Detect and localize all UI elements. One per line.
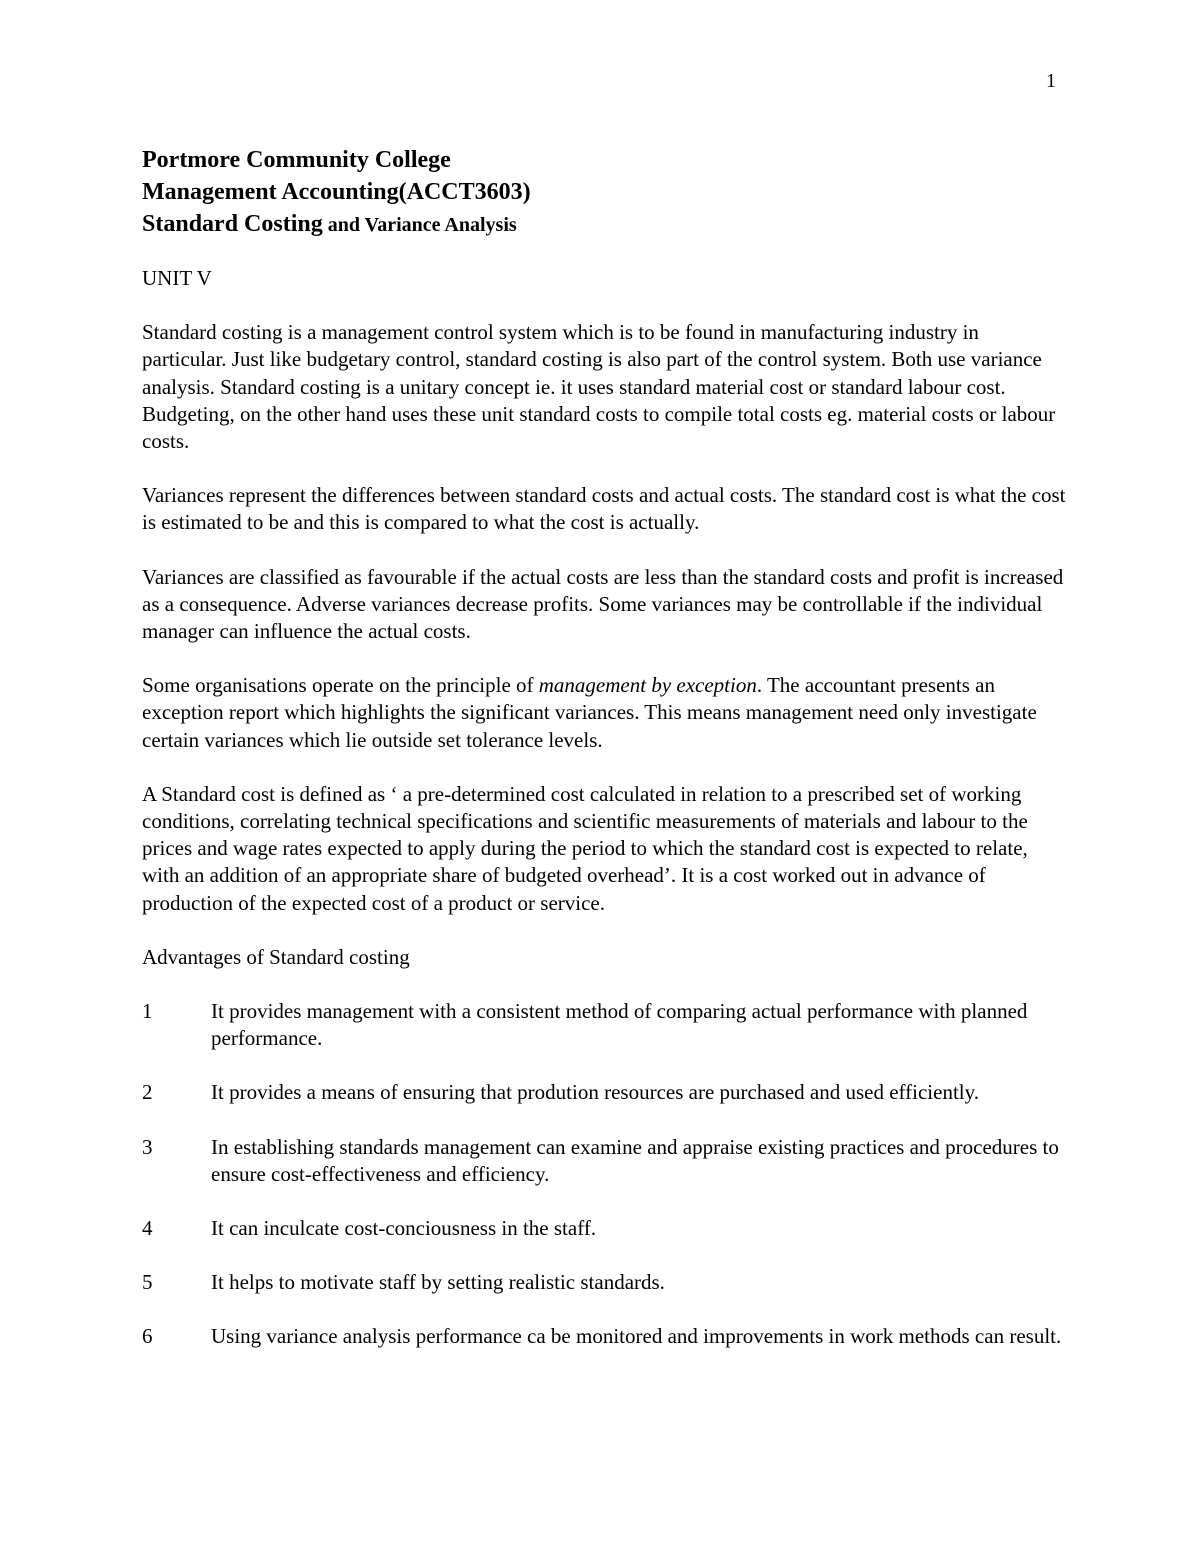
paragraph-variances-classification: Variances are classified as favourable if the actual costs are less than the standard costs and profit is increased as a consequence. Adverse variances decrease profits. Some variances may be controllable if the individual manager can influence the actual costs. — [142, 564, 1064, 644]
list-item — [142, 1215, 1067, 1242]
topic-title — [142, 208, 1082, 241]
list-item-text: It can inculcate cost-conciousness in the staff. — [211, 1216, 597, 1241]
paragraph-mbe-italic: management by exception — [538, 673, 757, 698]
paragraph-intro: Standard costing is a management control system which is to be found in manufacturing industry in particular. Just like budgetary control, standard costing is also part of the control system. Both use variance analysis. Standard costing is a unitary concept ie. it uses standard material cost or standard labour cost. Budgeting, on the other hand uses these unit standard costs to compile total costs eg. material costs or labour costs. — [142, 320, 1056, 454]
list-item — [142, 1323, 1067, 1350]
list-item-text: It provides a means of ensuring that prodution resources are purchased and used efficiently. — [211, 1080, 979, 1105]
course-title: Management Accounting(ACCT3603) — [142, 179, 531, 205]
list-item-number: 4 — [142, 1216, 153, 1241]
list-item-text: It helps to motivate staff by setting realistic standards. — [211, 1270, 665, 1295]
page-number: 1 — [1046, 70, 1056, 92]
list-item-number: 1 — [142, 999, 153, 1024]
list-item-number: 3 — [142, 1134, 153, 1159]
college-name: Portmore Community College — [142, 147, 451, 173]
advantages-list — [142, 998, 1067, 1351]
advantages-heading: Advantages of Standard costing — [142, 944, 410, 969]
list-item — [142, 1134, 1067, 1188]
list-item — [142, 998, 1067, 1052]
list-item-number: 6 — [142, 1324, 153, 1349]
paragraph-variances-definition: Variances represent the differences between standard costs and actual costs. The standard cost is what the cost is estimated to be and this is compared to what the cost is actually. — [142, 483, 1066, 535]
paragraph-mbe-end: . The accountant presents an exception report which highlights the significant variances. This means management need only investigate certain variances which lie outside set tolerance levels. — [142, 673, 1037, 752]
topic-title-bold: Standard Costing — [142, 211, 323, 237]
list-item — [142, 1269, 1067, 1296]
list-item-text: It provides management with a consistent method of comparing actual performance with planned performance. — [211, 999, 1028, 1051]
list-item-text: Using variance analysis performance ca be monitored and improvements in work methods can result. — [211, 1324, 1062, 1349]
list-item-number: 5 — [142, 1270, 153, 1295]
paragraph-management-by-exception — [142, 672, 1067, 754]
list-item-text: In establishing standards management can examine and appraise existing practices and procedures to ensure cost-effectiveness and efficiency. — [211, 1134, 1059, 1186]
document-body — [142, 265, 1067, 1378]
paragraph-standard-cost-definition: A Standard cost is defined as ‘ a pre-determined cost calculated in relation to a prescribed set of working conditions, correlating technical specifications and scientific measurements of materials and labour to the prices and wage rates expected to apply during the period to which the standard cost is expected to relate, with an addition of an appropriate share of budgeted overhead’. It is a cost worked out in advance of production of the expected cost of a product or service. — [142, 781, 1028, 915]
paragraph-mbe-start: Some organisations operate on the principle of — [142, 673, 539, 698]
topic-title-rest: and Variance Analysis — [322, 214, 517, 236]
document-header — [142, 144, 1082, 241]
list-item — [142, 1079, 1067, 1106]
list-item-number: 2 — [142, 1080, 153, 1105]
unit-heading: UNIT V — [142, 266, 212, 290]
